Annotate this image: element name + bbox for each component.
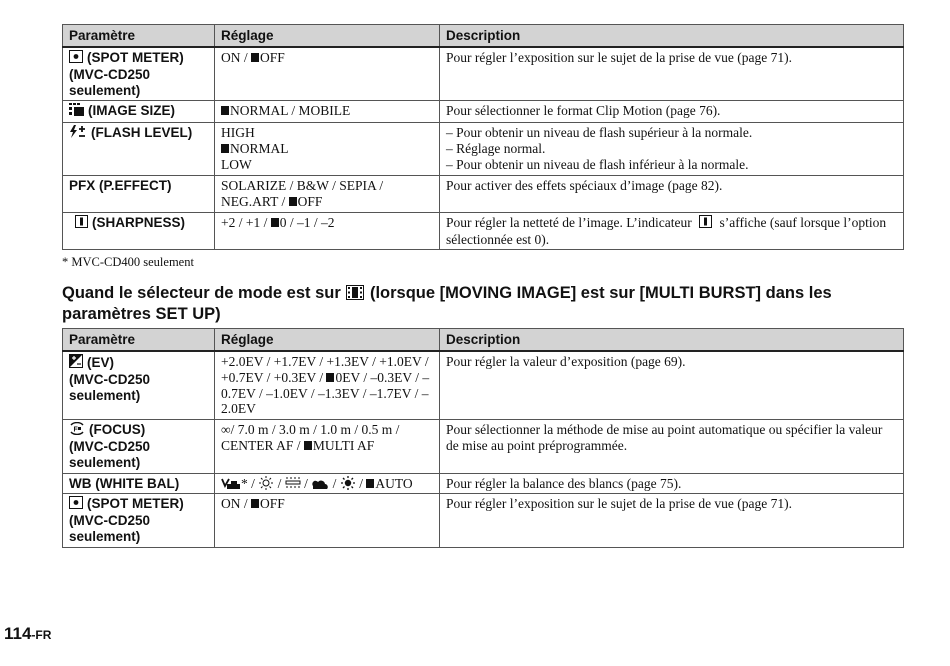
table-row xyxy=(63,123,904,176)
page-number xyxy=(4,624,51,644)
description-text: Pour régler la netteté de l’image. L’indicateur xyxy=(446,214,696,230)
param-cell xyxy=(63,212,215,250)
description-cell: Pour régler la balance des blancs (page 75). xyxy=(440,473,904,494)
setting-value: / xyxy=(329,475,340,491)
setting-value: SOLARIZE / B&W / SEPIA / xyxy=(221,178,384,194)
param-note: (MVC-CD250 xyxy=(69,513,151,529)
daylight-wb-icon xyxy=(340,476,356,491)
setting-value: +2 / +1 / xyxy=(221,214,271,230)
default-marker-icon xyxy=(326,373,334,382)
param-cell xyxy=(63,494,215,547)
param-note: seulement) xyxy=(69,454,141,470)
param-name: (SPOT METER) xyxy=(87,496,184,512)
setting-value: NORMAL / MOBILE xyxy=(230,103,351,119)
param-name: (IMAGE SIZE) xyxy=(88,103,175,119)
table-row xyxy=(63,420,904,473)
default-marker-icon xyxy=(304,441,312,450)
footnote: * MVC-CD400 seulement xyxy=(62,255,194,269)
param-cell xyxy=(63,47,215,101)
table-header-row xyxy=(63,329,904,352)
param-name: PFX (P.EFFECT) xyxy=(69,178,172,194)
setting-cell xyxy=(215,473,440,494)
header-description: Description xyxy=(440,329,904,352)
setting-cell xyxy=(215,494,440,547)
setting-value: OFF xyxy=(297,193,323,209)
flash-level-icon xyxy=(69,125,87,142)
settings-table-multi-burst xyxy=(62,328,904,548)
focus-icon xyxy=(69,422,85,439)
table-row xyxy=(63,101,904,123)
setting-cell xyxy=(215,351,440,420)
setting-value: MULTI AF xyxy=(312,437,375,453)
param-name: (FOCUS) xyxy=(89,422,146,438)
header-parametre: Paramètre xyxy=(63,329,215,352)
default-marker-icon xyxy=(271,218,279,227)
description-cell: Pour régler l’exposition sur le sujet de la prise de vue (page 71). xyxy=(440,494,904,547)
setting-cell xyxy=(215,420,440,473)
table-header-row xyxy=(63,25,904,48)
setting-value: ON / xyxy=(221,496,251,512)
description-text: s’affiche (sauf lorsque l’option sélectionnée est 0). xyxy=(446,214,887,247)
setting-value: HIGH xyxy=(221,125,255,141)
setting-value: 0EV / –0.3EV / –0.7EV / –1.0EV / –1.3EV / –1.7EV / –2.0EV xyxy=(221,369,430,417)
setting-value: ON / xyxy=(221,50,251,65)
setting-cell xyxy=(215,47,440,101)
description-cell: Pour activer des effets spéciaux d’image (page 82). xyxy=(440,176,904,213)
description-cell: Pour sélectionner la méthode de mise au point automatique ou spécifier la valeur de mise au point préprogrammée. xyxy=(440,420,904,473)
description-cell xyxy=(440,212,904,250)
default-marker-icon xyxy=(289,197,297,206)
image-size-icon xyxy=(69,103,84,120)
setting-value: / xyxy=(274,475,285,491)
setting-value: / xyxy=(300,475,312,491)
description-cell xyxy=(440,123,904,176)
setting-value: NORMAL xyxy=(230,140,289,156)
param-cell xyxy=(63,176,215,213)
default-marker-icon xyxy=(221,106,229,115)
table-row xyxy=(63,351,904,420)
setting-value: ∞/ 7.0 m / 3.0 m / 1.0 m / 0.5 m / CENTER AF / xyxy=(221,422,400,453)
spot-meter-icon xyxy=(69,496,83,513)
param-cell xyxy=(63,420,215,473)
setting-value: NEG.ART / xyxy=(221,193,289,209)
param-cell xyxy=(63,351,215,420)
one-push-wb-icon xyxy=(221,476,241,491)
header-description: Description xyxy=(440,25,904,48)
header-reglage: Réglage xyxy=(215,25,440,48)
setting-value: OFF xyxy=(260,50,285,65)
setting-value: 0 / –1 / –2 xyxy=(279,214,335,230)
section-heading xyxy=(62,284,892,324)
settings-table-still xyxy=(62,24,904,250)
ev-icon xyxy=(69,354,83,372)
default-marker-icon xyxy=(221,144,229,153)
default-marker-icon xyxy=(251,499,259,508)
param-name: (SPOT METER) xyxy=(87,50,184,65)
param-name: WB (WHITE BAL) xyxy=(69,475,180,491)
param-note: seulement) xyxy=(69,387,141,403)
param-cell xyxy=(63,101,215,123)
setting-cell xyxy=(215,101,440,123)
setting-cell xyxy=(215,176,440,213)
param-note: (MVC-CD250 xyxy=(69,66,151,82)
setting-value: * / xyxy=(241,475,259,491)
param-note: seulement) xyxy=(69,82,141,98)
param-name: (EV) xyxy=(87,355,114,370)
fluorescent-wb-icon xyxy=(285,476,301,491)
description-cell: Pour sélectionner le format Clip Motion (page 76). xyxy=(440,101,904,123)
setting-value: / xyxy=(355,475,367,491)
header-parametre: Paramètre xyxy=(63,25,215,48)
setting-value: AUTO xyxy=(375,475,413,491)
param-cell xyxy=(63,473,215,494)
default-marker-icon xyxy=(251,53,259,62)
description-line: – Réglage normal. xyxy=(446,140,546,156)
heading-text: (lorsque [MOVING IMAGE] est sur [MULTI BURST] dans les paramètres SET UP) xyxy=(62,284,832,323)
sharpness-icon xyxy=(75,215,88,232)
heading-text: Quand le sélecteur de mode est sur xyxy=(62,284,346,302)
description-cell: Pour régler la valeur d’exposition (page 69). xyxy=(440,351,904,420)
param-cell xyxy=(63,123,215,176)
header-reglage: Réglage xyxy=(215,329,440,352)
table-row xyxy=(63,47,904,101)
table-row xyxy=(63,212,904,250)
setting-value: OFF xyxy=(260,496,285,512)
indoor-wb-icon xyxy=(258,476,274,491)
table-row xyxy=(63,176,904,213)
cloudy-wb-icon xyxy=(311,476,329,491)
setting-value: +2.0EV / +1.7EV / +1.3EV / +1.0EV / +0.7EV / +0.3EV / xyxy=(221,354,429,385)
description-line: – Pour obtenir un niveau de flash inférieur à la normale. xyxy=(446,156,749,172)
param-note: (MVC-CD250 xyxy=(69,438,151,454)
description-cell: Pour régler l’exposition sur le sujet de la prise de vue (page 71). xyxy=(440,47,904,101)
setting-cell xyxy=(215,123,440,176)
sharpness-icon xyxy=(699,215,712,232)
spot-meter-icon xyxy=(69,50,83,67)
page-number-suffix: -FR xyxy=(31,628,52,642)
page-number-value: 114 xyxy=(4,624,32,643)
setting-value: LOW xyxy=(221,156,252,172)
svg-text:F: F xyxy=(73,426,78,434)
table-row xyxy=(63,494,904,547)
default-marker-icon xyxy=(366,479,374,488)
movie-mode-icon xyxy=(346,285,364,305)
param-note: (MVC-CD250 xyxy=(69,371,151,387)
description-line: – Pour obtenir un niveau de flash supérieur à la normale. xyxy=(446,125,753,141)
setting-cell xyxy=(215,212,440,250)
param-name: (SHARPNESS) xyxy=(92,214,186,230)
param-note: seulement) xyxy=(69,528,141,544)
table-row xyxy=(63,473,904,494)
param-name: (FLASH LEVEL) xyxy=(91,125,193,141)
